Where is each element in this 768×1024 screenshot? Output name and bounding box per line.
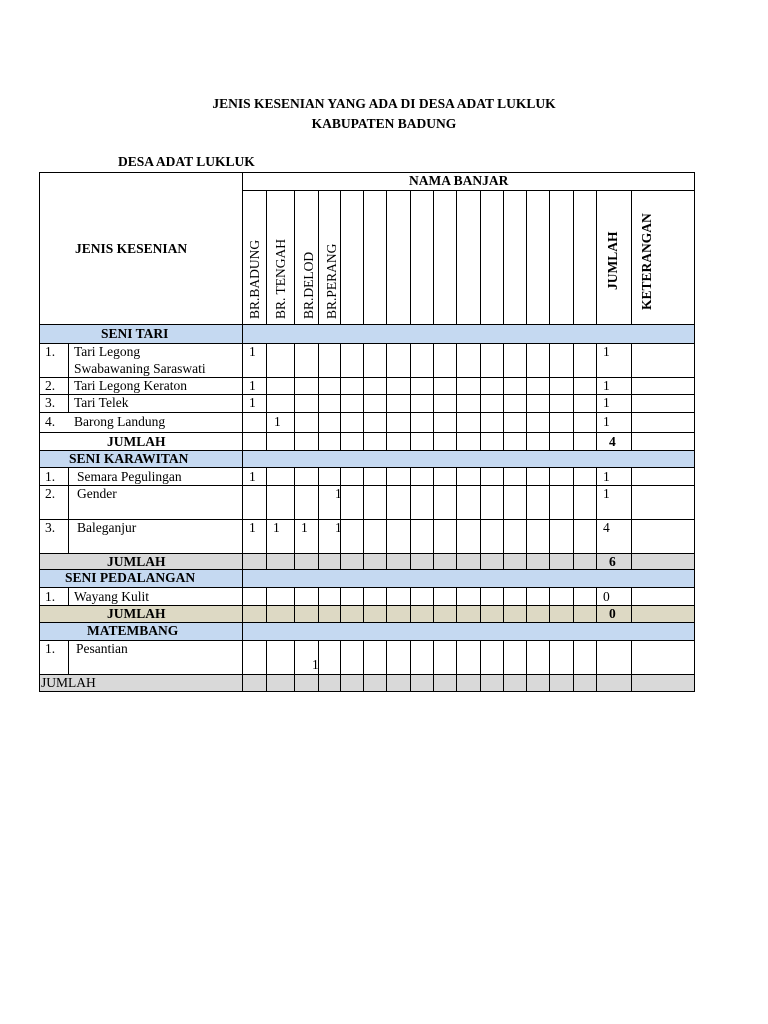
section-seni-tari: SENI TARI	[101, 326, 169, 341]
cell-jumlah: 1	[603, 378, 610, 393]
cell-jumlah: 1	[603, 486, 610, 501]
document-title: JENIS KESENIAN YANG ADA DI DESA ADAT LUKLUK	[212, 96, 556, 111]
cell-badung: 1	[249, 469, 256, 484]
item-name-continued: Swabawaning Saraswati	[74, 361, 206, 376]
seni-karawitan-total-value: 6	[609, 554, 616, 569]
document-title-line2: KABUPATEN BADUNG	[311, 116, 457, 131]
banjar-badung-header: BR.BADUNG	[247, 239, 262, 319]
item-name: Semara Pegulingan	[77, 469, 182, 484]
item-name: Tari Legong Keraton	[74, 378, 188, 393]
cell-tengah: 1	[273, 520, 280, 535]
row-number: 3.	[45, 395, 56, 410]
matembang-total-label: JUMLAH	[41, 675, 96, 690]
seni-tari-total-label: JUMLAH	[107, 434, 166, 449]
jenis-kesenian-header: JENIS KESENIAN	[75, 241, 188, 256]
cell-delod: 1	[301, 520, 308, 535]
item-name: Pesantian	[76, 641, 128, 656]
banjar-perang-header: BR.PERANG	[324, 243, 339, 319]
row-number: 1.	[45, 469, 56, 484]
section-matembang: MATEMBANG	[87, 623, 179, 638]
cell-badung: 1	[249, 520, 256, 535]
item-name: Barong Landung	[74, 414, 166, 429]
seni-karawitan-total-label: JUMLAH	[107, 554, 166, 569]
nama-banjar-header: NAMA BANJAR	[409, 173, 509, 188]
cell-jumlah: 0	[603, 589, 610, 604]
cell-perang: 1	[335, 486, 342, 501]
cell-badung: 1	[249, 378, 256, 393]
keterangan-column-header: KETERANGAN	[639, 213, 654, 310]
cell-badung: 1	[249, 344, 256, 359]
cell-jumlah: 1	[603, 344, 610, 359]
section-seni-karawitan: SENI KARAWITAN	[69, 451, 189, 466]
item-name: Wayang Kulit	[74, 589, 150, 604]
row-number: 4.	[45, 414, 56, 429]
cell-badung: 1	[249, 395, 256, 410]
row-number: 3.	[45, 520, 56, 535]
section-seni-pedalangan: SENI PEDALANGAN	[65, 570, 196, 585]
cell-perang: 1	[335, 520, 342, 535]
row-number: 2.	[45, 378, 56, 393]
item-name: Tari Legong	[74, 344, 141, 359]
seni-pedalangan-total-label: JUMLAH	[107, 606, 166, 621]
row-number: 1.	[45, 589, 56, 604]
cell-jumlah: 1	[603, 414, 610, 429]
item-name: Tari Telek	[74, 395, 129, 410]
row-number: 2.	[45, 486, 56, 501]
item-name: Gender	[77, 486, 117, 501]
row-number: 1.	[45, 344, 56, 359]
seni-tari-total-value: 4	[609, 434, 616, 449]
row-number: 1.	[45, 641, 56, 656]
cell-jumlah: 4	[603, 520, 610, 535]
jumlah-column-header: JUMLAH	[605, 231, 620, 290]
kesenian-table	[39, 172, 695, 692]
cell-tengah: 1	[274, 414, 281, 429]
seni-pedalangan-total-value: 0	[609, 606, 616, 621]
banjar-delod-header: BR.DELOD	[301, 251, 316, 319]
village-subtitle: DESA ADAT LUKLUK	[118, 154, 255, 169]
banjar-tengah-header: BR. TENGAH	[273, 238, 288, 319]
item-name: Baleganjur	[77, 520, 137, 535]
cell-jumlah: 1	[603, 469, 610, 484]
cell-jumlah: 1	[603, 395, 610, 410]
cell-delod: 1	[312, 657, 319, 672]
